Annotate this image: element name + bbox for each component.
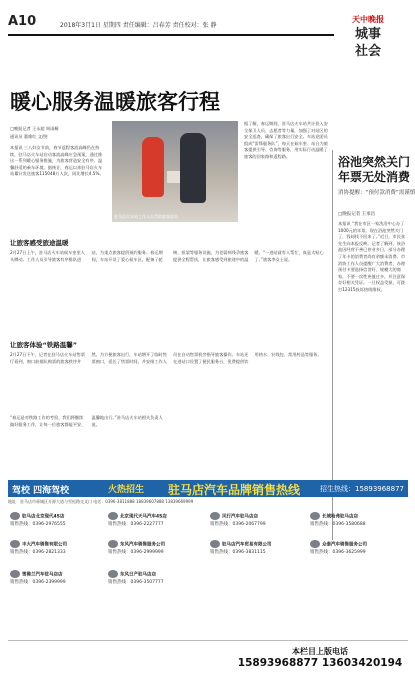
dealer-name: 驻马店汽车贸易有限公司 — [222, 542, 272, 548]
ad-slogan: 驻马店汽车品牌销售热线 — [168, 483, 301, 497]
photo-caption: 驻马店火车站工作人员帮助旅客进站 — [114, 214, 178, 219]
dealer-phone: 销售热线：0396-2067799 — [210, 521, 266, 527]
main-body-1: 2月27日上午，驻马店火车站候车室里人头攒动。工作人员引导旅客有序排队进站，为重点旅客提供预约服务。春运期间，车站开设了爱心候车区，配备了轮椅、担架等服务设施，为老弱病残孕旅客提供全程帮扶，让旅客感受到旅途中的温暖。“一进站就有人帮忙，真是太贴心了。”旅客李女士说。 — [10, 250, 324, 262]
ad-recruit: 火热招生 — [108, 485, 145, 495]
dealer-phone: 销售热线：0396-2399999 — [10, 579, 66, 585]
section-logo — [338, 14, 398, 76]
dealer-phone: 销售热线：0396-3580688 — [310, 521, 366, 527]
dealer-phone: 销售热线：0396-2976555 — [10, 521, 66, 527]
side-title — [338, 155, 410, 185]
side-byline: □晚报记者 王承昌 — [338, 212, 376, 217]
staff-figure — [142, 137, 164, 197]
car-brand-icon — [10, 570, 20, 578]
dealer-name: 驻马店北京现代4S店 — [22, 514, 65, 520]
dealer-item — [108, 512, 204, 536]
column-phone-numbers: 15893968877 13603420194 — [237, 657, 403, 669]
dealer-name: 长城哈弗驻马店店 — [322, 514, 358, 520]
ad-hotline: 招生热线：15893968877 — [320, 485, 404, 493]
dealer-item — [10, 570, 106, 594]
dealer-phone: 销售热线：0396-3625999 — [310, 549, 366, 555]
car-brand-icon — [108, 540, 118, 548]
column-heading: 本栏目上版电话 — [292, 647, 348, 656]
dealer-phone: 销售热线：0396-3507777 — [108, 579, 164, 585]
main-byline-2: 通讯员 董维红 文/图 — [10, 134, 48, 139]
car-brand-icon — [210, 540, 220, 548]
main-body-4: “春运是对铁路工作的考验，我们将继续做好服务工作，让每一位旅客都能平安、温馨地出行。”驻马店火车站相关负责人说。 — [10, 415, 163, 427]
main-body-2: 2月27日下午，记者在驻马店火车站售票厅看到，窗口前排队购票的旅客秩序井然。为方便旅客出行，车站增开了临时售票窗口，延长了售票时间，并安排工作人员在自动售票机旁指导旅客操作。车站还在进站口设置了便民服务台，免费提供饮用热水、针线包、常用药品等服务。 — [10, 352, 322, 364]
header-rule — [8, 34, 334, 36]
dealer-name: 北京现代天马汽车4S店 — [120, 514, 167, 520]
car-brand-icon — [108, 512, 118, 520]
page-number: A10 — [8, 14, 37, 29]
main-headline: 暖心服务温暖旅客行程 — [10, 90, 220, 114]
dealer-phone: 销售热线：0396-2227777 — [108, 521, 164, 527]
section-small-title: 天中晚报 — [352, 15, 384, 24]
main-byline-1: □晚报记者 王永超 周雨桐 — [10, 126, 59, 131]
dealer-phone: 销售热线：0396-2999999 — [108, 549, 164, 555]
luggage — [167, 171, 181, 183]
date-line: 2018年3月1日 星期四 责任编辑：吕春芳 责任校对：张 静 — [60, 22, 217, 29]
section-big-title-2: 社会 — [354, 44, 381, 59]
side-title-line-1: 浴池突然关门 — [338, 155, 411, 169]
ad-school-name: 驾校 四海驾校 — [12, 486, 70, 496]
car-brand-icon — [10, 512, 20, 520]
dealer-name: 东风日产驻马店店 — [120, 572, 156, 578]
column-phones — [235, 646, 405, 669]
subheading-2: 让旅客体验“铁路温馨” — [10, 341, 78, 349]
side-body: 本报讯 “我在市区一家洗浴中心办了1000元的年票，现在浴池突然关门了，钱却找不回来了。”近日，市民张先生向本报反映。记者了解到，该浴池因经营不善已停业多日，部分办理了年卡的消费者尚有余额未消费。市消协工作人员提醒广大消费者，办理预付卡要选择信誉好、规模大的商家，不要一次性充值过多，并注意保存好相关凭证。一旦权益受损，可拨打12315投诉热线维权。 — [338, 221, 406, 292]
dealer-item — [10, 540, 106, 564]
dealer-name: 东风汽车销售服务公司 — [120, 542, 165, 548]
dealer-phone: 销售热线：0396-3831115 — [210, 549, 266, 555]
section-big-title-1: 城事 — [354, 27, 381, 42]
car-brand-icon — [210, 512, 220, 520]
news-photo — [112, 121, 238, 222]
dealer-name: 风行汽车驻马店店 — [222, 514, 258, 520]
ad-rule — [8, 640, 408, 641]
dealer-item — [108, 540, 204, 564]
car-brand-icon — [310, 512, 320, 520]
car-brand-icon — [108, 570, 118, 578]
dealer-item — [310, 540, 406, 564]
passenger-figure — [180, 133, 206, 203]
ad-address: 地址：驻马店市驿城区开源大道与雪松路交叉口 电话：0396-3811888 18839607888 13839669999 — [8, 499, 194, 504]
side-subtitle: 消协提醒：“预付款消费”需谨慎 — [338, 190, 415, 196]
dealer-phone: 销售热线：0396-2821333 — [10, 549, 66, 555]
car-brand-icon — [10, 540, 20, 548]
dealer-name: 众泰汽车销售服务公司 — [322, 542, 367, 548]
dealer-item — [108, 570, 204, 594]
dealer-name: 雪佛兰汽车驻马店店 — [22, 572, 63, 578]
car-brand-icon — [310, 540, 320, 548]
dealer-item — [210, 540, 306, 564]
dealer-item — [310, 512, 406, 536]
dealer-item — [210, 512, 306, 536]
dealer-item — [10, 512, 106, 536]
dealer-name: 丰大汽车销售有限公司 — [22, 542, 67, 548]
ad-banner — [8, 480, 408, 497]
subheading-1: 让旅客感受旅途温暖 — [10, 239, 69, 247]
side-title-line-2: 年票无处消费 — [338, 170, 411, 184]
main-intro: 本报讯 三八妇女节前，春节返程客流高峰仍在持续，驻马店火车站启动客流高峰应急预案，通过推出一系列暖心服务措施，为旅客营造安全有序、温馨舒适的乘车环境。据统计，春运以来驻马店火车站累计发送旅客115048万人次，同比增长4.5%。 — [10, 145, 104, 177]
main-body-3: 据了解，春运期间，驻马店火车站共计投入安全保卫人员、志愿者等力量，加强了对站区的安全巡查，确保了旅客出行安全。车站党团员组成“雷锋服务队”，每天在候车室、站台为旅客提供引导、咨询等服务，用实际行动温暖了旅客的回家路和返程路。 — [244, 121, 328, 159]
